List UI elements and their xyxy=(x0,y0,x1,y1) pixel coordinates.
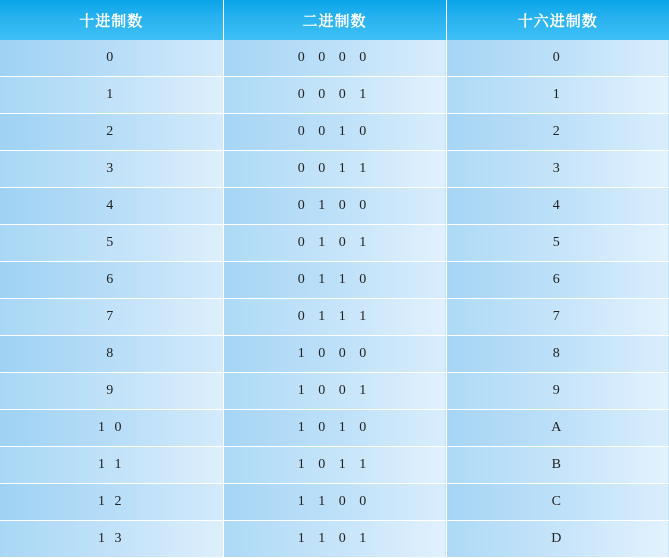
cell-decimal: 2 xyxy=(0,114,223,151)
cell-binary: 1 0 0 1 xyxy=(223,373,446,410)
table-header xyxy=(0,0,669,40)
table-row xyxy=(0,188,669,225)
cell-decimal: 8 xyxy=(0,336,223,373)
cell-hexadecimal: B xyxy=(446,447,669,484)
table-row xyxy=(0,225,669,262)
table-row xyxy=(0,410,669,447)
cell-decimal: 5 xyxy=(0,225,223,262)
cell-hexadecimal: 9 xyxy=(446,373,669,410)
column-header-hexadecimal: 十六进制数 xyxy=(446,0,669,40)
table-row xyxy=(0,521,669,558)
cell-hexadecimal: 7 xyxy=(446,299,669,336)
cell-hexadecimal: 4 xyxy=(446,188,669,225)
cell-binary: 1 0 1 1 xyxy=(223,447,446,484)
cell-decimal: 1 0 xyxy=(0,410,223,447)
cell-binary: 0 1 0 0 xyxy=(223,188,446,225)
cell-binary: 1 1 0 0 xyxy=(223,484,446,521)
column-header-decimal: 十进制数 xyxy=(0,0,223,40)
table-body xyxy=(0,40,669,558)
cell-binary: 0 0 0 0 xyxy=(223,40,446,77)
cell-hexadecimal: 5 xyxy=(446,225,669,262)
cell-binary: 0 1 1 0 xyxy=(223,262,446,299)
table-row xyxy=(0,484,669,521)
cell-binary: 0 0 1 0 xyxy=(223,114,446,151)
cell-hexadecimal: 6 xyxy=(446,262,669,299)
cell-decimal: 6 xyxy=(0,262,223,299)
cell-decimal: 3 xyxy=(0,151,223,188)
cell-hexadecimal: 8 xyxy=(446,336,669,373)
table-row xyxy=(0,77,669,114)
cell-decimal: 7 xyxy=(0,299,223,336)
cell-decimal: 1 3 xyxy=(0,521,223,558)
cell-binary: 0 0 0 1 xyxy=(223,77,446,114)
cell-decimal: 1 2 xyxy=(0,484,223,521)
column-header-binary: 二进制数 xyxy=(223,0,446,40)
table-row xyxy=(0,373,669,410)
cell-binary: 1 1 0 1 xyxy=(223,521,446,558)
table-row xyxy=(0,262,669,299)
cell-decimal: 9 xyxy=(0,373,223,410)
cell-binary: 1 0 0 0 xyxy=(223,336,446,373)
cell-binary: 0 0 1 1 xyxy=(223,151,446,188)
cell-decimal: 4 xyxy=(0,188,223,225)
cell-hexadecimal: D xyxy=(446,521,669,558)
cell-binary: 0 1 1 1 xyxy=(223,299,446,336)
cell-hexadecimal: C xyxy=(446,484,669,521)
cell-decimal: 1 xyxy=(0,77,223,114)
cell-hexadecimal: 0 xyxy=(446,40,669,77)
table-header-row xyxy=(0,0,669,40)
table-row xyxy=(0,299,669,336)
cell-hexadecimal: 3 xyxy=(446,151,669,188)
cell-hexadecimal: A xyxy=(446,410,669,447)
table-row xyxy=(0,336,669,373)
cell-hexadecimal: 2 xyxy=(446,114,669,151)
cell-decimal: 0 xyxy=(0,40,223,77)
table-row xyxy=(0,151,669,188)
table-row xyxy=(0,114,669,151)
cell-binary: 1 0 1 0 xyxy=(223,410,446,447)
table-row xyxy=(0,40,669,77)
cell-decimal: 1 1 xyxy=(0,447,223,484)
table-row xyxy=(0,447,669,484)
cell-binary: 0 1 0 1 xyxy=(223,225,446,262)
cell-hexadecimal: 1 xyxy=(446,77,669,114)
